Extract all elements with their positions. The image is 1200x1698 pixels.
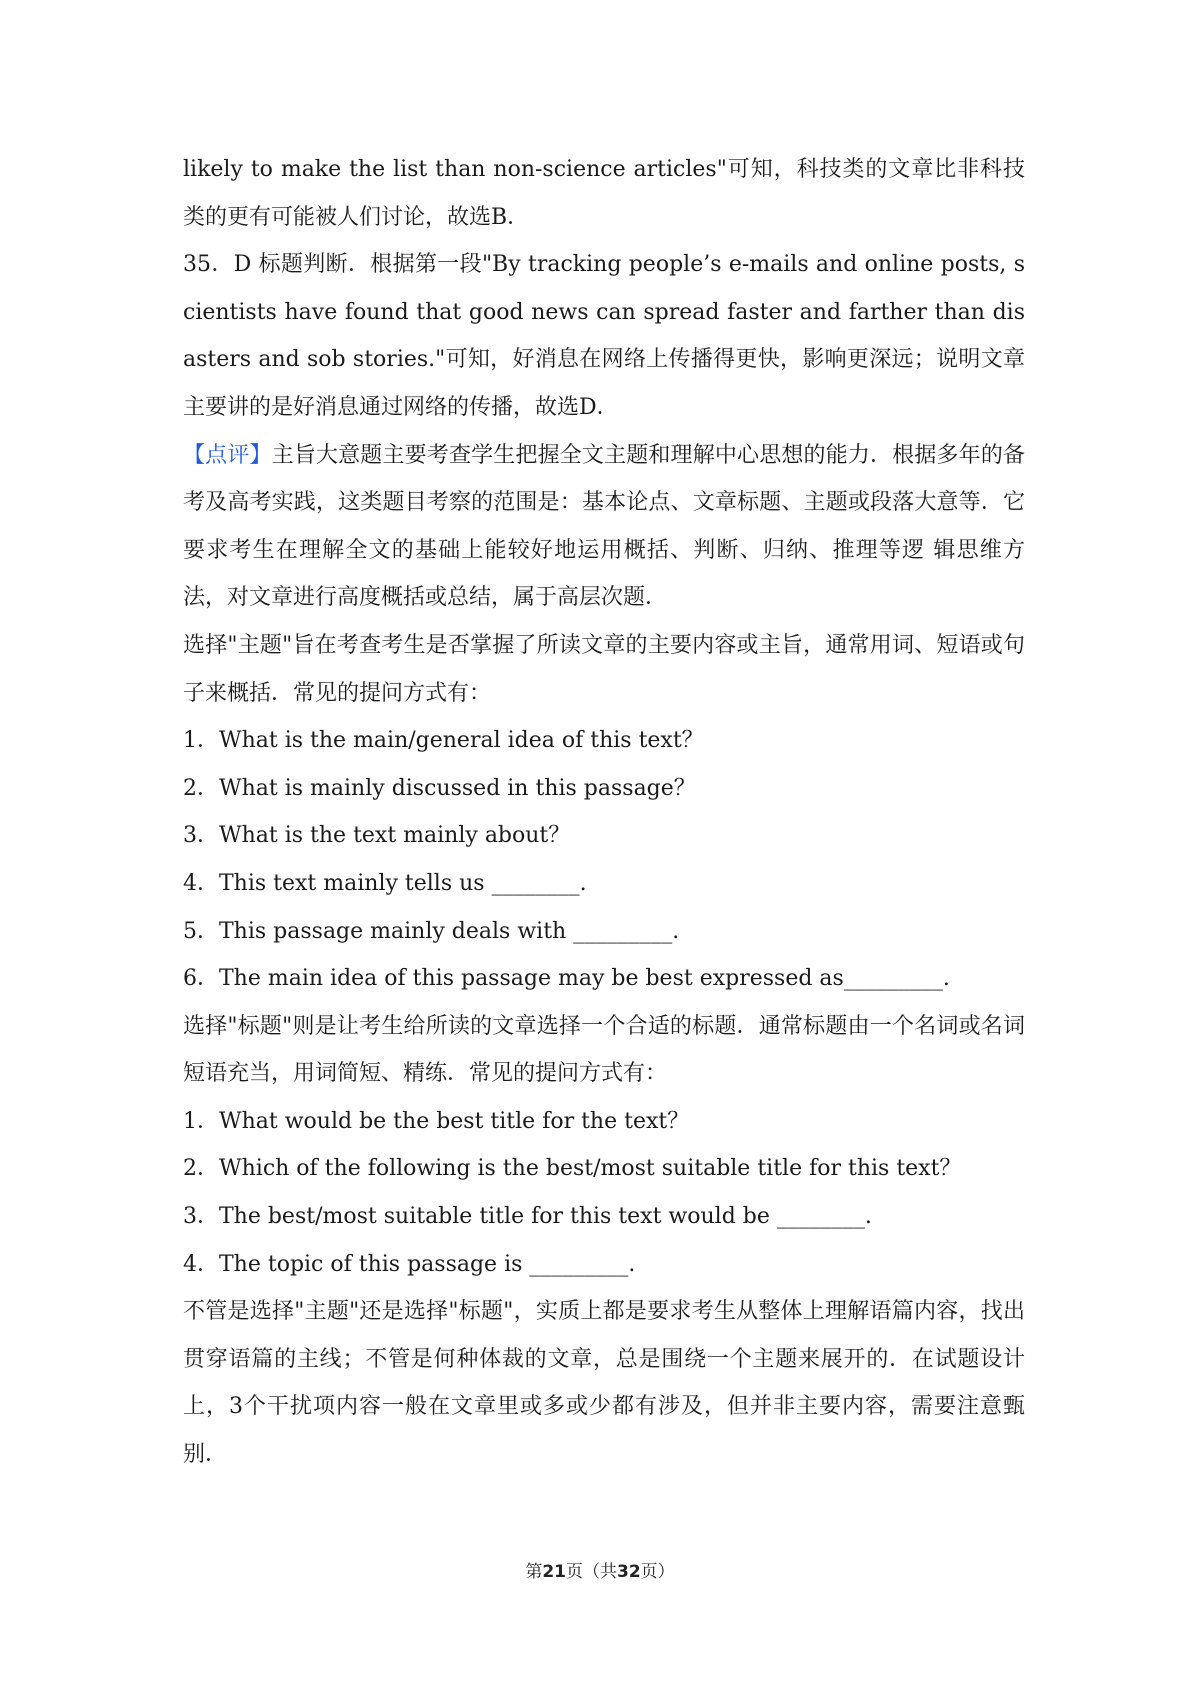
answer-paragraph-35: 35．D 标题判断．根据第一段"By tracking people’s e-mails and online posts, scientists have found that good news can spread faster and farther than disasters and sob stories."可知，好消息在网络上传播得更快，影响更深远；说明文章主要讲的是好消息通过网络的传播，故选D． — [183, 252, 1025, 420]
commentary-tag: 【点评】 — [183, 442, 272, 468]
answer-paragraph-34-end: likely to make the list than non-science articles"可知，科技类的文章比非科技类的更有可能被人们讨论，故选B． — [183, 157, 1025, 230]
document-body — [183, 146, 1025, 1479]
theme-question-4: 4．This text mainly tells us ________. — [183, 870, 587, 896]
title-question-3: 3．The best/most suitable title for this text would be ________. — [183, 1204, 872, 1230]
title-question-2: 2．Which of the following is the best/most suitable title for this text？ — [183, 1156, 962, 1182]
theme-question-2: 2．What is mainly discussed in this passage？ — [183, 775, 696, 801]
commentary-text: 主旨大意题主要考查学生把握全文主题和理解中心思想的能力．根据多年的备考及高考实践，这类题目考察的范围是：基本论点、文章标题、主题或段落大意等．它要求考生在理解全文的基础上能较好地运用概括、判断、归纳、推理等逻 辑思维方法，对文章进行高度概括或总结，属于高层次题． — [183, 442, 1025, 611]
conclusion-paragraph: 不管是选择"主题"还是选择"标题"，实质上都是要求考生从整体上理解语篇内容，找出贯穿语篇的主线；不管是何种体裁的文章，总是围绕一个主题来展开的．在试题设计上，3个干扰项内容一般在文章里或多或少都有涉及，但并非主要内容，需要注意甄别． — [183, 1299, 1025, 1468]
page-footer — [0, 1557, 1200, 1582]
footer-middle: 页（共 — [566, 1562, 617, 1582]
commentary-paragraph — [183, 432, 1025, 622]
footer-page-number: 21 — [542, 1562, 566, 1582]
theme-question-1: 1．What is the main/general idea of this text？ — [183, 728, 704, 754]
theme-question-5: 5．This passage mainly deals with _________. — [183, 918, 680, 944]
theme-question-3: 3．What is the text mainly about？ — [183, 823, 571, 849]
footer-total-pages: 32 — [617, 1562, 641, 1582]
footer-prefix: 第 — [525, 1562, 543, 1582]
footer-suffix: 页） — [640, 1562, 675, 1582]
theme-intro: 选择"主题"旨在考查考生是否掌握了所读文章的主要内容或主旨，通常用词、短语或句子来概括．常见的提问方式有： — [183, 632, 1025, 706]
theme-question-6: 6．The main idea of this passage may be best expressed as_________. — [183, 966, 950, 992]
title-intro: 选择"标题"则是让考生给所读的文章选择一个合适的标题．通常标题由一个名词或名词短语充当，用词简短、精练．常见的提问方式有： — [183, 1013, 1025, 1087]
title-question-4: 4．The topic of this passage is _________. — [183, 1251, 636, 1277]
title-question-1: 1．What would be the best title for the text？ — [183, 1108, 690, 1134]
